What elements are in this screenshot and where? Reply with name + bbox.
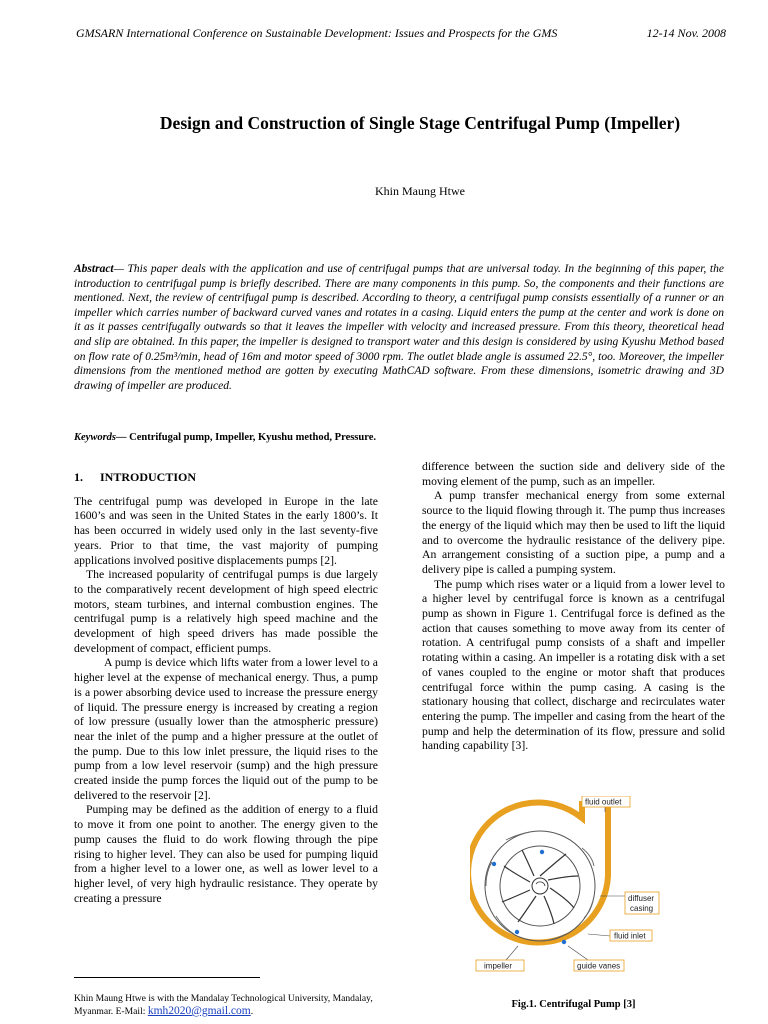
right-column	[422, 460, 725, 754]
figure-caption: Fig.1. Centrifugal Pump [3]	[511, 999, 636, 1010]
paragraph: Pumping may be defined as the addition of energy to a fluid to move it from one point to another. The energy given to the pump causes the fluid to do work flowing through the pipe rising to higher level. They can also be used for pumping liquid from a higher level to a lower one, as well as lower level to a higher level, of very high hydraulic resistance. They operate by creating a pressure	[74, 803, 378, 905]
figure-labels	[476, 796, 659, 971]
paragraph: A pump transfer mechanical energy from some external source to the liquid flowing through it. The pump thus increases the energy of the liquid which may then be used to lift the liquid and to overcome the hydraulic resistance of the delivery pipe. An arrangement consisting of a suction pipe, a pump and a delivery pipe is called a pumping system.	[422, 489, 725, 576]
pump-diagram	[470, 796, 660, 976]
section-heading	[74, 470, 378, 485]
label-guide-vanes: guide vanes	[577, 961, 621, 971]
paragraph: The increased popularity of centrifugal pumps is due largely to the comparatively recent development of high speed electric motors, steam turbines, and internal combustion engines. The centrifugal pump is a relatively high speed machine and the development of high speed drivers has made possible the development of compact, efficient pumps.	[74, 568, 378, 655]
label-fluid-inlet: fluid inlet	[614, 931, 646, 941]
label-casing: casing	[630, 904, 654, 913]
keywords	[74, 432, 724, 443]
author-name: Khin Maung Htwe	[375, 184, 465, 198]
label-impeller: impeller	[484, 961, 513, 971]
left-column	[74, 470, 378, 906]
keywords-label: Keywords	[74, 432, 116, 443]
paragraph: The pump which rises water or a liquid from a lower level to a higher level by centrifugal force is known as a centrifugal pump as shown in Figure 1. Centrifugal force is defined as the action that causes something to move away from its center of rotation. A centrifugal pump consists of a shaft and impeller rotating within a casing. An impeller is a rotating disk with a set of vanes coupled to the engine or motor shaft that produces centrifugal force within the pump casing. A casing is the stationary housing that collect, discharge and recirculates water entering the pump. The impeller and casing from the heart of the pump and help the determination of its flow, pressure and solid handing capability [3].	[422, 577, 725, 753]
label-diffuser: diffuser	[628, 894, 655, 903]
label-fluid-outlet: fluid outlet	[585, 797, 622, 807]
footnote-end: .	[250, 1006, 254, 1017]
paper-title: Design and Construction of Single Stage Centrifugal Pump (Impeller)	[159, 113, 681, 133]
section-number: 1.	[74, 470, 83, 484]
footnote	[74, 992, 384, 1018]
footnote-divider	[74, 977, 260, 978]
author-email-link[interactable]: kmh2020@gmail.com	[147, 1005, 251, 1017]
centrifugal-pump-figure	[470, 796, 660, 976]
conference-date: 12-14 Nov. 2008	[646, 26, 726, 40]
paragraph: A pump is device which lifts water from a lower level to a higher level at the expense of mechanical energy. Thus, a pump is a power absorbing device used to increase the pressure energy of liquid. The pressure energy is increased by creating a region of low pressure (usually lower than the atmospheric pressure) near the inlet of the pump and a higher pressure at the outlet of the pump. Due to this low inlet pressure, the liquid rises to the pump from a low level reservoir (sump) and the high pressure created inside the pump forces the liquid out of the pump to be delivered to the reservoir [2].	[74, 656, 378, 802]
abstract-text: — This paper deals with the application and use of centrifugal pumps that are universal today. In the beginning of this paper, the introduction to centrifugal pump is briefly described. There are many components in this pump. So, the components and their functions are mentioned. Next, the review of centrifugal pump is described. According to theory, a centrifugal pump consists essentially of a runner or an impeller which carries number of backward curved vanes and rotates in a casing. Liquid enters the pump at the center and work is done on it as it passes centrifugally outwards so that it leaves the impeller with velocity and increased pressure. From this theory, theoretical head and slip are obtained. In this paper, the impeller is designed to transport water and this design is considered by using Kyushu Method based on flow rate of 0.25m³/min, head of 16m and motor speed of 3000 rpm. The outlet blade angle is assumed 22.5°, too. Moreover, the impeller dimensions from the mentioned method are gotten by executing MathCAD software. From these dimensions, isometric drawing and 3D drawing of impeller are produced.	[74, 263, 724, 392]
paragraph: The centrifugal pump was developed in Europe in the late 1600’s and was seen in the United States in the early 1800’s. It has been occurred in widely used only in the last seventy-five years. Prior to that time, the vast majority of pumping applications involved positive displacements pumps [2].	[74, 494, 378, 567]
pump-casing	[470, 803, 608, 943]
paragraph: difference between the suction side and delivery side of the moving element of the pump, such as an impeller.	[422, 460, 725, 488]
conference-name: GMSARN International Conference on Sustainable Development: Issues and Prospects for the GMS	[76, 26, 558, 40]
running-header	[76, 26, 726, 41]
keywords-text: — Centrifugal pump, Impeller, Kyushu method, Pressure.	[116, 432, 376, 443]
section-title: INTRODUCTION	[100, 470, 197, 484]
abstract	[74, 262, 724, 393]
impeller-eye	[532, 878, 548, 894]
footnote-text: Khin Maung Htwe is with the Mandalay Technological University, Mandalay, Myanmar. E-Mail:	[74, 993, 373, 1017]
abstract-label: Abstract	[74, 263, 114, 275]
